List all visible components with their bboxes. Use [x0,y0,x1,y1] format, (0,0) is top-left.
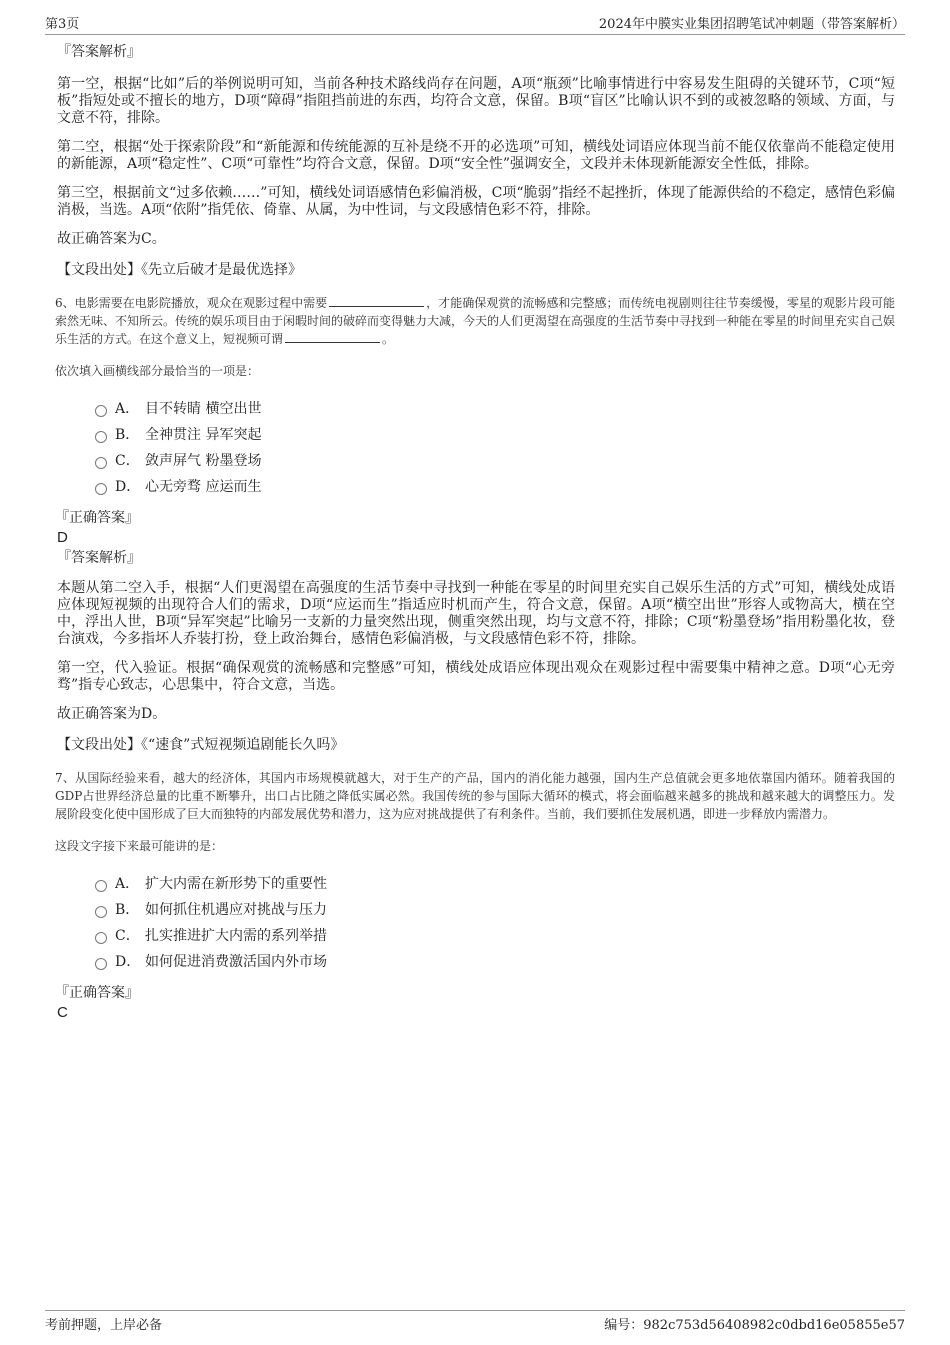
page-content [55,42,895,1023]
document-id: 编号：982c753d56408982c0dbd16e05855e57 [604,1317,905,1333]
q5-analysis-label: 『答案解析』 [57,44,141,60]
document-title: 2024年中膜实业集团招聘笔试冲刺题（带答案解析） [598,17,905,32]
q5-conclusion: 故正确答案为C。 [57,231,166,247]
q5-source: 【文段出处】《先立后破才是最优选择》 [57,262,302,278]
q5-analysis-paragraph: 第一空，根据“比如”后的举例说明可知，当前各种技术路线尚存在问题，A项“瓶颈”比喻事情进行中容易发生阻碍的关键环节，C项“短板”指短处或不擅长的地方，D项“障碍”指阻挡前进的东西，均符合文意，保留。B项“盲区”比喻认识不到的或被忽略的领域、方面，与文意不符，排除。 [57,76,895,126]
q7-option-b[interactable]: B． 如何抓住机遇应对挑战与压力 [95,897,895,923]
q7-options [95,871,895,975]
q6-analysis-paragraph: 本题从第二空入手，根据“人们更渴望在高强度的生活节奏中寻找到一种能在零星的时间里充实自己娱乐生活的方式”可知，横线处成语应体现短视频的出现符合人们的需求，D项“应运而生”指适应时机而产生，符合文意，保留。A项“横空出世”形容人或物高大，横在空中，浮出人世，B项“异军突起”比喻另一支新的力量突然出现，侧重突然出现，均与文意不符，排除；C项“粉墨登场”指用粉墨化妆，登台演戏，今多指坏人乔装打扮，登上政治舞台，感情色彩偏消极，与文段感情色彩不符，排除。 [57,580,895,647]
q5-analysis-paragraph: 第二空，根据“处于探索阶段”和“新能源和传统能源的互补是绕不开的必选项”可知，横线处词语应体现当前不能仅依靠尚不能稳定使用的新能源，A项“稳定性”、C项“可靠性”均符合文意，保留。D项“安全性”强调安全，文段并未体现新能源安全性低，排除。 [57,139,895,172]
radio-icon[interactable] [95,405,107,417]
radio-icon[interactable] [95,958,107,970]
q6-option-c[interactable]: C． 敛声屏气 粉墨登场 [95,448,895,474]
q6-correct-answer: D [57,529,68,546]
blank-line [285,330,380,343]
q7-option-a[interactable]: A． 扩大内需在新形势下的重要性 [95,871,895,897]
q6-prompt: 依次填入画横线部分最恰当的一项是： [55,364,260,378]
radio-icon[interactable] [95,880,107,892]
blank-line [329,294,424,307]
q5-analysis-paragraph: 第三空，根据前文“过多依赖……”可知，横线处词语感情色彩偏消极，C项“脆弱”指经不起挫折，体现了能源供给的不稳定，感情色彩偏消极，当选。A项“依附”指凭依、倚靠、从属，为中性词，与文段感情色彩不符，排除。 [57,185,895,218]
q6-option-d[interactable]: D． 心无旁骛 应运而生 [95,474,895,500]
page-header [45,10,905,35]
q7-option-d[interactable]: D． 如何促进消费激活国内外市场 [95,949,895,975]
q7-correct-label: 『正确答案』 [55,985,139,1001]
q6-conclusion: 故正确答案为D。 [57,706,167,722]
q6-stem: 6、电影需要在电影院播放，观众在观影过程中需要 ，才能确保观赏的流畅感和完整感；而传统电视剧则往往节奏缓慢，零星的观影片段可能索然无味、不知所云。传统的娱乐项目由于闲暇时间的破碎而变得魅力大减，今天的人们更渴望在高强度的生活节奏中寻找到一种能在零星的时间里充实自己娱乐生活的方式。在这个意义上，短视频可谓 。 [55,296,896,346]
radio-icon[interactable] [95,431,107,443]
radio-icon[interactable] [95,906,107,918]
page-footer [45,1310,905,1335]
q7-stem: 7、从国际经验来看，越大的经济体，其国内市场规模就越大，对于生产的产品，国内的消化能力越强，国内生产总值就会更多地依靠国内循环。随着我国的GDP占世界经济总量的比重不断攀升，出口占比随之降低实属必然。我国传统的参与国际大循环的模式，将会面临越来越多的挑战和越来越大的调整压力。发展阶段变化使中国形成了巨大而独特的内部发展优势和潜力，这为应对挑战提供了有利条件。当前，我们要抓住发展机遇，即进一步释放内需潜力。 [55,771,895,821]
q7-correct-answer: C [57,1004,68,1021]
page-number: 第3页 [45,17,80,32]
q6-option-a[interactable]: A． 目不转睛 横空出世 [95,396,895,422]
q6-analysis-paragraph: 第一空，代入验证。根据“确保观赏的流畅感和完整感”可知，横线处成语应体现出观众在观影过程中需要集中精神之意。D项“心无旁骛”指专心致志，心思集中，符合文意，当选。 [57,660,895,693]
q7-prompt: 这段文字接下来最可能讲的是： [55,839,224,853]
radio-icon[interactable] [95,457,107,469]
q7-option-c[interactable]: C． 扎实推进扩大内需的系列举措 [95,923,895,949]
q6-analysis-label: 『答案解析』 [57,550,141,566]
radio-icon[interactable] [95,932,107,944]
q6-options [95,396,895,500]
q6-source: 【文段出处】《“速食”式短视频追剧能长久吗》 [57,737,345,753]
radio-icon[interactable] [95,483,107,495]
q6-option-b[interactable]: B． 全神贯注 异军突起 [95,422,895,448]
q6-correct-label: 『正确答案』 [55,510,139,526]
footer-slogan: 考前押题，上岸必备 [45,1317,163,1333]
